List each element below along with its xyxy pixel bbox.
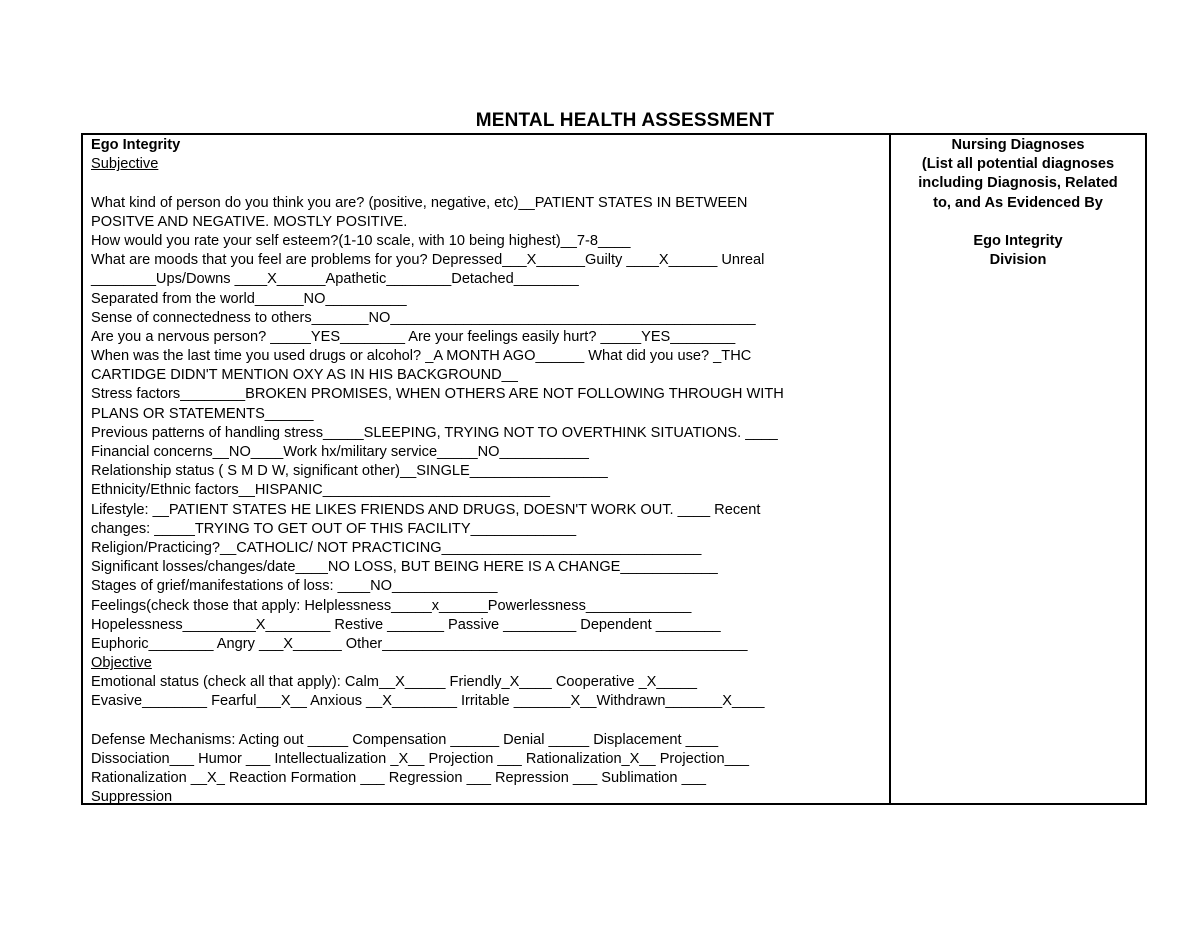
question-line: How would you rate your self esteem?(1-10 scale, with 10 being highest)__7-8____ [91,232,631,249]
question-line: Ethnicity/Ethnic factors__HISPANIC____________________________ [91,482,550,499]
question-line: Relationship status ( S M D W, significant other)__SINGLE_________________ [91,463,608,480]
question-line: Stages of grief/manifestations of loss: ____NO_____________ [91,578,498,595]
section-heading: Ego Integrity [91,137,181,153]
question-line: What are moods that you feel are problems for you? Depressed___X______Guilty ____X______ Unreal [91,252,765,269]
spacer-line [91,174,889,193]
nursing-diagnoses-column [891,135,1145,803]
objective-line: Evasive________ Fearful___X__ Anxious __X________ Irritable _______X__Withdrawn_______X____ [91,693,765,710]
spacer-line [891,213,1145,232]
question-line: Separated from the world______NO__________ [91,290,407,307]
question-line: Previous patterns of handling stress_____SLEEPING, TRYING NOT TO OVERTHINK SITUATIONS. ____ [91,424,778,441]
defense-line: Defense Mechanisms: Acting out _____ Compensation ______ Denial _____ Displacement ____ [91,731,719,748]
ego-integrity-column [83,135,891,806]
defense-line: Rationalization __X_ Reaction Formation ___ Regression ___ Repression ___ Sublimation ___ [91,770,706,787]
diagnoses-instruction: including Diagnosis, Related [918,175,1118,192]
question-line: CARTIDGE DIDN'T MENTION OXY AS IN HIS BACKGROUND__ [91,367,518,384]
question-line: Feelings(check those that apply: Helplessness_____x______Powerlessness_____________ [91,597,692,614]
question-line: Euphoric________ Angry ___X______ Other_____________________________________________ [91,635,748,652]
question-line: PLANS OR STATEMENTS______ [91,405,314,422]
defense-line: Suppression ___ [91,789,201,806]
question-line: POSITVE AND NEGATIVE. MOSTLY POSITIVE. [91,213,408,230]
assessment-table [81,133,1147,805]
question-line: Sense of connectedness to others_______NO_____________________________________________ [91,309,756,326]
question-line: Religion/Practicing?__CATHOLIC/ NOT PRACTICING________________________________ [91,539,702,556]
question-line: Significant losses/changes/date____NO LOSS, BUT BEING HERE IS A CHANGE____________ [91,559,718,576]
question-line: Hopelessness_________X________ Restive _______ Passive _________ Dependent ________ [91,616,721,633]
diagnoses-instruction: (List all potential diagnoses [921,156,1115,173]
question-line: changes: _____TRYING TO GET OUT OF THIS FACILITY_____________ [91,520,577,537]
question-line: Are you a nervous person? _____YES________ Are your feelings easily hurt? _____YES________ [91,328,736,345]
question-line: When was the last time you used drugs or alcohol? _A MONTH AGO______ What did you use? _THC [91,348,752,365]
subjective-label: Subjective [91,156,159,173]
objective-label: Objective [91,655,152,672]
diagnoses-instruction: to, and As Evidenced By [933,194,1103,211]
question-line: Lifestyle: __PATIENT STATES HE LIKES FRIENDS AND DRUGS, DOESN'T WORK OUT. ____ Recent [91,501,761,518]
page-title: MENTAL HEALTH ASSESSMENT [475,110,775,131]
defense-line: Dissociation___ Humor ___ Intellectualization _X__ Projection ___ Rationalization_X__ Projection___ [91,751,749,767]
spacer-line [91,712,889,731]
question-line: ________Ups/Downs ____X______Apathetic________Detached________ [91,271,579,288]
objective-line: Emotional status (check all that apply): Calm__X_____ Friendly_X____ Cooperative _X_____ [91,674,697,691]
diagnoses-heading: Nursing Diagnoses [951,137,1085,153]
question-line: Stress factors________BROKEN PROMISES, WHEN OTHERS ARE NOT FOLLOWING THROUGH WITH [91,386,784,403]
diagnoses-division: Ego Integrity [973,232,1063,249]
question-line: What kind of person do you think you are? (positive, negative, etc)__PATIENT STATES IN BETWEEN [91,194,748,211]
question-line: Financial concerns__NO____Work hx/military service_____NO___________ [91,444,589,460]
diagnoses-division: Division [989,252,1047,269]
